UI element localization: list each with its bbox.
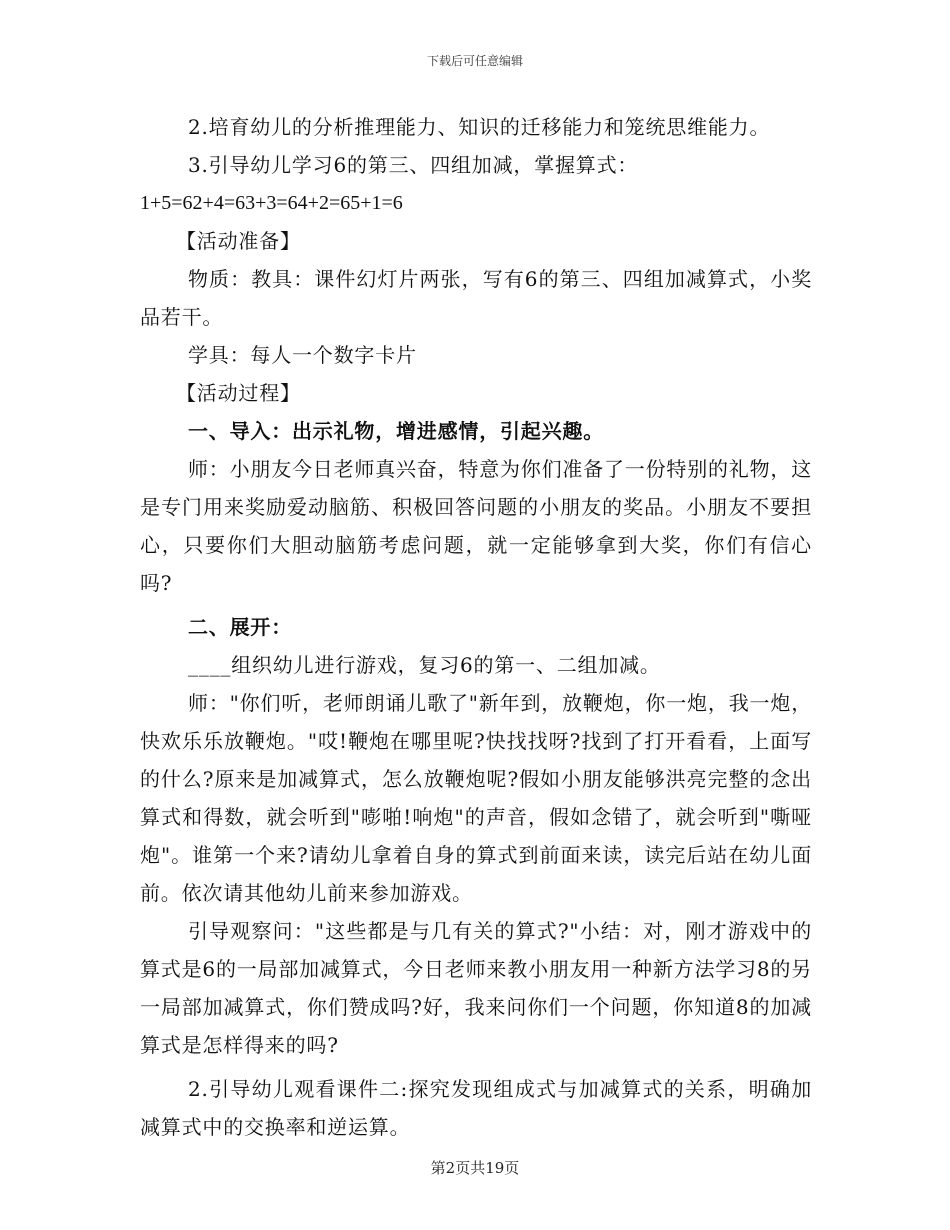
teacher-game-paragraph: 师："你们听，老师朗诵儿歌了"新年到，放鞭炮，你一炮，我一炮，快欢乐乐放鞭炮。"哎!鞭炮在哪里呢?快找找呀?找到了打开看看，上面写的什么?原来是加减算式，怎么放鞭炮呢?假如小朋友能够洪亮完整的念出算式和得数，就会听到"嘭啪!响炮"的声音，假如念错了，就会听到"嘶哑炮"。谁第一个来?请幼儿拿着自身的算式到前面来读，读完后站在幼儿面前。依次请其他幼儿前来参加游戏。 bbox=[140, 691, 812, 905]
materials-teacher: 物质：教具：课件幻灯片两张，写有6的第三、四组加减算式，小奖品若干。 bbox=[140, 267, 812, 329]
game-organize-line: ____组织幼儿进行游戏，复习6的第一、二组加减。 bbox=[188, 653, 661, 677]
teacher-intro-paragraph: 师：小朋友今日老师真兴奋，特意为你们准备了一份特别的礼物，这是专门用来奖励爱动脑筋、积极回答问题的小朋友的奖品。小朋友不要担心，只要你们大胆动脑筋考虑问题，就一定能够拿到大奖，你们有信心吗? bbox=[140, 457, 812, 595]
step-2-heading: 二、展开： bbox=[188, 615, 292, 639]
page-footer: 第2页共19页 bbox=[430, 1159, 520, 1177]
materials-student: 学具：每人一个数字卡片 bbox=[188, 343, 417, 367]
step-1-heading: 一、导入：出示礼物，增进感情，引起兴趣。 bbox=[188, 419, 604, 443]
page-header: 下载后可任意编辑 bbox=[426, 54, 523, 68]
document-body bbox=[140, 108, 812, 1146]
courseware-paragraph: 2.引导幼儿观看课件二:探究发现组成式与加减算式的关系，明确加减算式中的交换率和逆运算。 bbox=[140, 1077, 812, 1139]
observation-paragraph: 引导观察问："这些都是与几有关的算式?"小结：对，刚才游戏中的算式是6的一局部加减算式，今日老师来教小朋友用一种新方法学习8的另一局部加减算式，你们赞成吗?好，我来问你们一个问题，你知道8的加减算式是怎样得来的吗? bbox=[140, 919, 812, 1057]
section-activity-process: 【活动过程】 bbox=[176, 381, 301, 405]
goal-3: 3.引导幼儿学习6的第三、四组加减，掌握算式： bbox=[188, 153, 639, 177]
section-activity-prep: 【活动准备】 bbox=[176, 229, 301, 253]
goal-2: 2.培育幼儿的分析推理能力、知识的迁移能力和笼统思维能力。 bbox=[188, 115, 771, 139]
formula-line: 1+5=62+4=63+3=64+2=65+1=6 bbox=[140, 192, 403, 214]
